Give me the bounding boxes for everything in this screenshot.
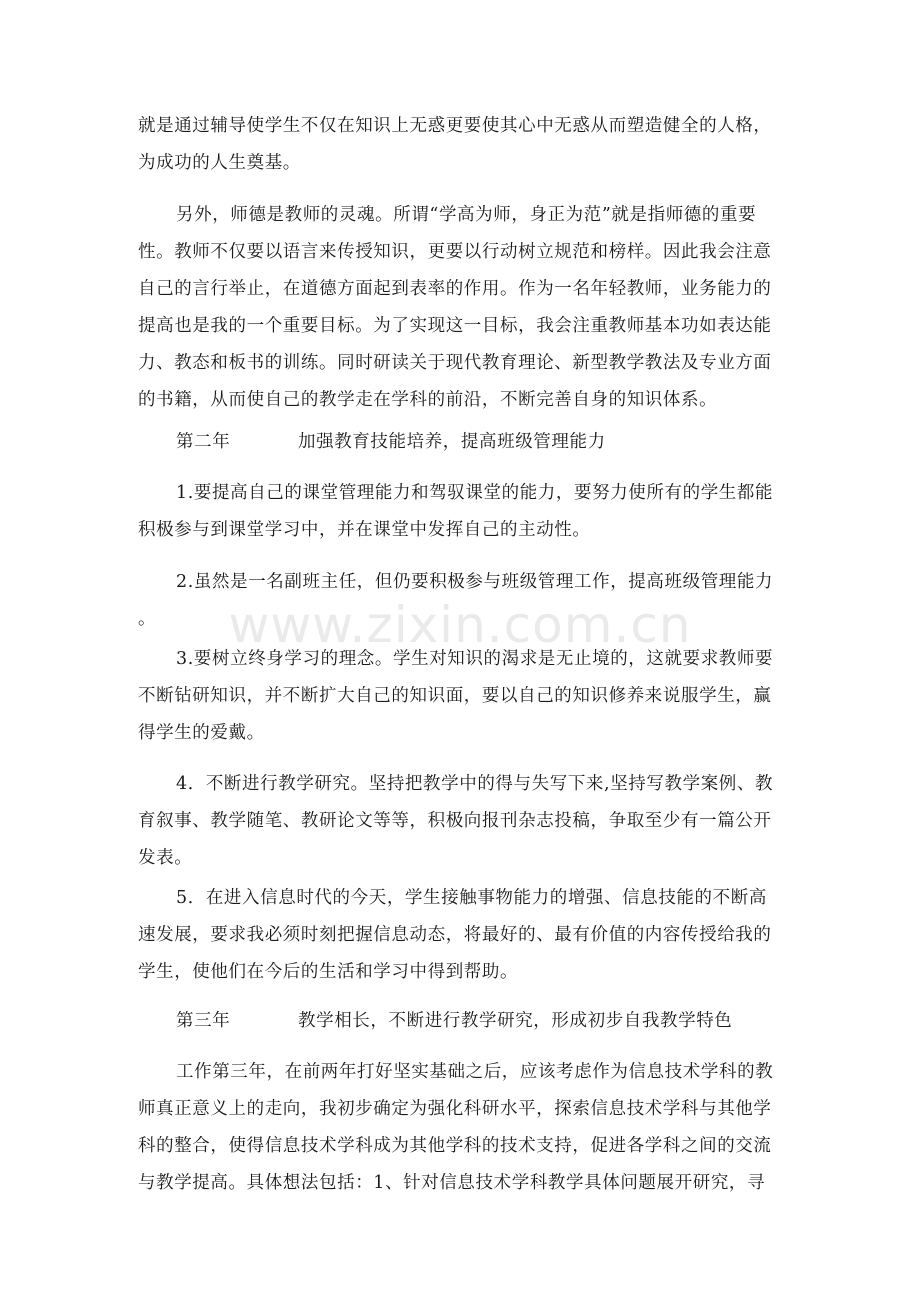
text-line: 师真正意义上的走向，我初步确定为强化科研水平，探索信息技术学科与其他学: [138, 1099, 772, 1119]
text-line: 速发展，要求我必须时刻把握信息动态，将最好的、最有价值的内容传授给我的: [138, 925, 772, 945]
text-line: 性。教师不仅要以语言来传授知识，更要以行动树立规范和榜样。因此我会注意: [138, 242, 772, 262]
text-line: 为成功的人生奠基。: [138, 153, 301, 173]
text-line: 4．不断进行教学研究。坚持把教学中的得与失写下来,坚持写教学案例、教: [176, 774, 774, 794]
list-item-5: [138, 880, 788, 991]
text-line: 自己的言行举止，在道德方面起到表率的作用。作为一名年轻教师，业务能力的: [138, 279, 772, 299]
list-item-2: [138, 564, 788, 638]
list-item-1: [138, 475, 788, 549]
text-line: 不断钻研知识，并不断扩大自己的知识面，要以自己的知识修养来说服学生，赢: [138, 686, 772, 706]
text-line: 的书籍，从而使自己的教学走在学科的前沿，不断完善自身的知识体系。: [138, 390, 718, 410]
text-line: 。: [138, 609, 157, 629]
text-line: 育叙事、教学随笔、教研论文等等，积极向报刊杂志投稿，争取至少有一篇公开: [138, 811, 772, 831]
text-line: 发表。: [138, 848, 193, 868]
heading-year: 第二年: [176, 432, 231, 452]
paragraph-year-three: [138, 1054, 788, 1202]
list-item-4: [138, 766, 788, 877]
text-line: 1.要提高自己的课堂管理能力和驾驭课堂的能力，要努力使所有的学生都能: [176, 483, 774, 503]
site-watermark: www.zixin.com.cn: [228, 596, 692, 654]
text-line: 2.虽然是一名副班主任，但仍要积极参与班级管理工作，提高班级管理能力: [176, 572, 774, 592]
text-line: 科的整合，使得信息技术学科成为其他学科的技术支持，促进各学科之间的交流: [138, 1136, 772, 1156]
heading-title: 加强教育技能培养，提高班级管理能力: [298, 432, 606, 452]
heading-title: 教学相长，不断进行教学研究，形成初步自我教学特色: [298, 1011, 733, 1031]
text-line: 积极参与到课堂学习中，并在课堂中发挥自己的主动性。: [138, 520, 591, 540]
section-heading-year-three: [138, 1003, 788, 1040]
section-heading-year-two: [138, 424, 788, 461]
heading-year: 第三年: [176, 1011, 231, 1031]
text-line: 提高也是我的一个重要目标。为了实现这一目标，我会注重教师基本功如表达能: [138, 316, 772, 336]
text-line: 得学生的爱戴。: [138, 723, 265, 743]
text-line: 学生，使他们在今后的生活和学习中得到帮助。: [138, 962, 519, 982]
text-line: 与教学提高。具体想法包括：1、针对信息技术学科教学具体问题展开研究，寻: [138, 1173, 766, 1193]
text-line: 工作第三年，在前两年打好坚实基础之后，应该考虑作为信息技术学科的教: [176, 1062, 774, 1082]
list-item-3: [138, 641, 788, 752]
text-line: 3.要树立终身学习的理念。学生对知识的渴求是无止境的，这就要求教师要: [176, 649, 774, 669]
text-line: 另外，师德是教师的灵魂。所谓“学高为师，身正为范”就是指师德的重要: [176, 205, 757, 225]
text-line: 5．在进入信息时代的今天，学生接触事物能力的增强、信息技能的不断高: [176, 888, 767, 908]
paragraph-intro-continuation: [138, 108, 788, 182]
paragraph-teacher-ethics: [138, 197, 788, 419]
text-line: 力、教态和板书的训练。同时研读关于现代教育理论、新型教学教法及专业方面: [138, 353, 772, 373]
text-line: 就是通过辅导使学生不仅在知识上无惑更要使其心中无惑从而塑造健全的人格，: [138, 116, 772, 136]
